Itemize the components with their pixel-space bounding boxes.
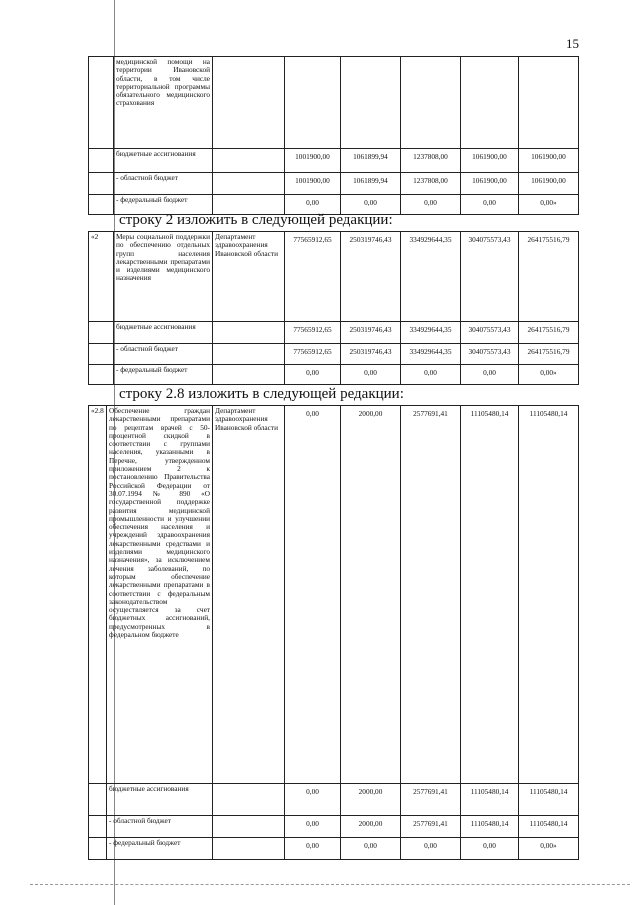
row-executor xyxy=(213,173,285,195)
row-code xyxy=(89,173,114,195)
value-cell: 0,00 xyxy=(401,365,461,385)
value-cell: 0,00 xyxy=(401,838,461,860)
value-cell: 264175516,79 xyxy=(519,344,579,365)
value-cell: 77565912,65 xyxy=(285,344,341,365)
value-cell: 77565912,65 xyxy=(285,322,341,344)
row-executor xyxy=(213,57,285,149)
value-cell: 334929644,35 xyxy=(401,322,461,344)
row-name: бюджетные ассигнования xyxy=(114,149,213,173)
value-cell: 1061900,00 xyxy=(519,173,579,195)
value-cell xyxy=(285,57,341,149)
row-executor: Департамент здравоохранения Ивановской области xyxy=(213,232,285,322)
value-cell: 0,00 xyxy=(401,195,461,215)
value-cell: 1061899,94 xyxy=(341,149,401,173)
value-cell: 0,00» xyxy=(519,365,579,385)
value-cell: 1061900,00 xyxy=(461,149,519,173)
table-row xyxy=(89,173,579,195)
amendment-heading-row-2-8: строку 2.8 изложить в следующей редакции: xyxy=(119,386,404,402)
row-code xyxy=(89,195,114,215)
value-cell: 1061900,00 xyxy=(461,173,519,195)
value-cell: 304075573,43 xyxy=(461,232,519,322)
row-code xyxy=(89,784,107,816)
value-cell: 2000,00 xyxy=(341,406,401,784)
value-cell: 11105480,14 xyxy=(519,406,579,784)
value-cell: 250319746,43 xyxy=(341,322,401,344)
value-cell xyxy=(461,57,519,149)
row-name: - областной бюджет xyxy=(114,344,213,365)
row-name: Меры социальной поддержки по обеспечению отдельных групп населения лекарственными препаратами и изделиями медицинского назначения xyxy=(114,232,213,322)
value-cell: 0,00 xyxy=(285,816,341,838)
row-executor xyxy=(213,816,285,838)
row-name: Обеспечение граждан лекарственными препаратами по рецептам врачей с 50-процентной скидкой в соответствии с группами населения, указанными в Перечне, утвержденном приложением 2 к постановлению Правительства Российской Федерации от 30.07.1994 № 890 «О государственной поддержке развития медицинской промышленности и улучшении обеспечения населения и учреждений здравоохранения лекарственными средствами и изделиями медицинского назначения», за исключением лечения заболеваний, по которым обеспечение лекарственными препаратами в соответствии с федеральным законодательством осуществляется за счет бюджетных ассигнований, предусмотренных в федеральном бюджете xyxy=(107,406,213,784)
row-code xyxy=(89,322,114,344)
row-executor xyxy=(213,365,285,385)
value-cell: 1061899,94 xyxy=(341,173,401,195)
value-cell: 11105480,14 xyxy=(519,784,579,816)
value-cell: 2577691,41 xyxy=(401,816,461,838)
table-row xyxy=(89,232,579,322)
value-cell: 0,00 xyxy=(341,195,401,215)
value-cell: 11105480,14 xyxy=(519,816,579,838)
value-cell: 0,00 xyxy=(341,365,401,385)
value-cell: 2577691,41 xyxy=(401,406,461,784)
value-cell: 264175516,79 xyxy=(519,232,579,322)
value-cell xyxy=(519,57,579,149)
row-name: медицинской помощи на территории Ивановской области, в том числе территориальной программы обязательного медицинского страхования xyxy=(114,57,213,149)
table-continuation xyxy=(88,56,579,215)
value-cell: 77565912,65 xyxy=(285,232,341,322)
scan-edge-line xyxy=(30,884,630,885)
row-name: - областной бюджет xyxy=(114,173,213,195)
table-row xyxy=(89,149,579,173)
value-cell: 2577691,41 xyxy=(401,784,461,816)
value-cell: 1237808,00 xyxy=(401,149,461,173)
value-cell: 0,00 xyxy=(285,195,341,215)
value-cell: 250319746,43 xyxy=(341,232,401,322)
value-cell: 2000,00 xyxy=(341,816,401,838)
row-name: - областной бюджет xyxy=(107,816,213,838)
table-row-2-8 xyxy=(88,405,579,860)
value-cell: 1001900,00 xyxy=(285,173,341,195)
value-cell: 0,00 xyxy=(341,838,401,860)
row-code xyxy=(89,838,107,860)
value-cell: 304075573,43 xyxy=(461,322,519,344)
row-code: «2 xyxy=(89,232,114,322)
value-cell: 2000,00 xyxy=(341,784,401,816)
row-name: - федеральный бюджет xyxy=(114,195,213,215)
table-row xyxy=(89,344,579,365)
value-cell: 334929644,35 xyxy=(401,232,461,322)
table-row xyxy=(89,406,579,784)
value-cell: 11105480,14 xyxy=(461,784,519,816)
table-row xyxy=(89,838,579,860)
row-name: - федеральный бюджет xyxy=(107,838,213,860)
row-executor xyxy=(213,838,285,860)
row-name: бюджетные ассигнования xyxy=(107,784,213,816)
value-cell xyxy=(401,57,461,149)
value-cell: 1061900,00 xyxy=(519,149,579,173)
row-executor xyxy=(213,322,285,344)
table-row xyxy=(89,365,579,385)
row-name: - федеральный бюджет xyxy=(114,365,213,385)
table-row-2 xyxy=(88,231,579,385)
page-number: 15 xyxy=(566,36,579,51)
amendment-heading-row-2: строку 2 изложить в следующей редакции: xyxy=(119,212,393,228)
value-cell: 11105480,14 xyxy=(461,406,519,784)
row-executor xyxy=(213,344,285,365)
value-cell: 1237808,00 xyxy=(401,173,461,195)
value-cell: 0,00 xyxy=(461,365,519,385)
value-cell: 334929644,35 xyxy=(401,344,461,365)
value-cell: 0,00 xyxy=(285,838,341,860)
value-cell: 0,00 xyxy=(285,365,341,385)
row-code: «2.8 xyxy=(89,406,107,784)
row-executor xyxy=(213,784,285,816)
table-row xyxy=(89,322,579,344)
value-cell: 0,00 xyxy=(285,784,341,816)
table-row xyxy=(89,57,579,149)
value-cell: 250319746,43 xyxy=(341,344,401,365)
row-code xyxy=(89,816,107,838)
row-code xyxy=(89,57,114,149)
value-cell: 264175516,79 xyxy=(519,322,579,344)
row-executor: Департамент здравоохранения Ивановской области xyxy=(213,406,285,784)
value-cell: 11105480,14 xyxy=(461,816,519,838)
value-cell: 0,00» xyxy=(519,838,579,860)
table-row xyxy=(89,784,579,816)
value-cell xyxy=(341,57,401,149)
row-code xyxy=(89,344,114,365)
table-row xyxy=(89,816,579,838)
value-cell: 0,00 xyxy=(285,406,341,784)
value-cell: 0,00» xyxy=(519,195,579,215)
row-code xyxy=(89,149,114,173)
row-executor xyxy=(213,149,285,173)
value-cell: 304075573,43 xyxy=(461,344,519,365)
row-name: бюджетные ассигнования xyxy=(114,322,213,344)
row-code xyxy=(89,365,114,385)
value-cell: 0,00 xyxy=(461,195,519,215)
value-cell: 1001900,00 xyxy=(285,149,341,173)
value-cell: 0,00 xyxy=(461,838,519,860)
